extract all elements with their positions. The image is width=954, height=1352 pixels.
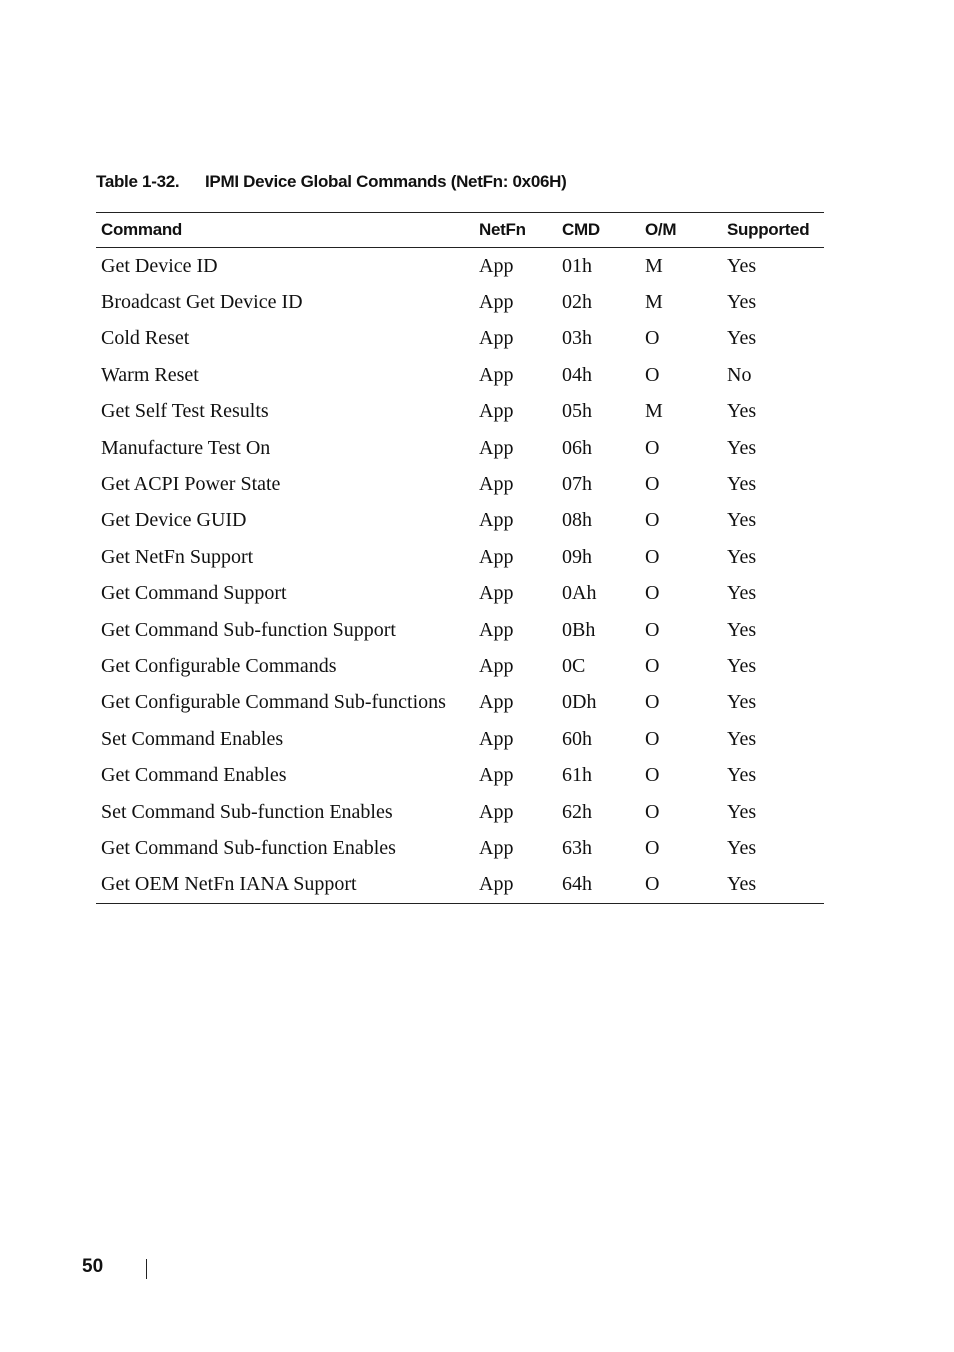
cell-om: M xyxy=(645,291,663,314)
cell-cmd: 07h xyxy=(562,473,592,496)
cell-om: M xyxy=(645,400,663,423)
cell-netfn: App xyxy=(479,654,514,677)
cell-command: Get Command Sub-function Enables xyxy=(101,836,396,859)
cell-cmd: 0Ah xyxy=(562,582,597,605)
cell-netfn: App xyxy=(479,363,514,386)
table-row xyxy=(96,503,824,539)
cell-cmd: 60h xyxy=(562,727,592,750)
cell-command: Set Command Sub-function Enables xyxy=(101,800,393,823)
cell-supported: Yes xyxy=(727,327,757,350)
table-caption xyxy=(96,172,566,192)
table-row xyxy=(96,539,824,575)
cell-om: M xyxy=(645,254,663,277)
cell-om: O xyxy=(645,327,660,350)
cell-cmd: 0Dh xyxy=(562,691,597,714)
page-number: 50 xyxy=(82,1256,104,1277)
cell-netfn: App xyxy=(479,836,514,859)
footer-divider xyxy=(146,1259,147,1279)
cell-netfn: App xyxy=(479,509,514,532)
cell-supported: Yes xyxy=(727,473,757,496)
table-row xyxy=(96,867,824,904)
cell-om: O xyxy=(645,654,660,677)
table-header-row xyxy=(96,213,824,248)
cell-command: Get ACPI Power State xyxy=(101,473,281,496)
cell-supported: Yes xyxy=(727,764,757,787)
cell-netfn: App xyxy=(479,545,514,568)
table-row xyxy=(96,685,824,721)
cell-cmd: 05h xyxy=(562,400,592,423)
table-row xyxy=(96,794,824,830)
cell-supported: Yes xyxy=(727,800,757,823)
cell-command: Get Command Enables xyxy=(101,764,287,787)
table-row xyxy=(96,648,824,684)
cell-command: Get Self Test Results xyxy=(101,400,269,423)
header-supported: Supported xyxy=(722,213,824,248)
table-row xyxy=(96,612,824,648)
cell-command: Get Configurable Commands xyxy=(101,654,337,677)
cell-command: Get OEM NetFn IANA Support xyxy=(96,867,474,904)
cell-om: O xyxy=(645,836,660,859)
cell-supported: Yes xyxy=(727,727,757,750)
cell-om: O xyxy=(645,582,660,605)
table-row xyxy=(96,394,824,430)
cell-command: Get Device GUID xyxy=(101,509,247,532)
cell-supported: Yes xyxy=(722,867,824,904)
header-netfn: NetFn xyxy=(474,213,557,248)
cell-om: O xyxy=(645,764,660,787)
cell-netfn: App xyxy=(479,691,514,714)
cell-netfn: App xyxy=(479,727,514,750)
cell-netfn: App xyxy=(479,291,514,314)
cell-supported: Yes xyxy=(727,654,757,677)
cell-cmd: 08h xyxy=(562,509,592,532)
cell-command: Get Command Sub-function Support xyxy=(101,618,396,641)
cell-cmd: 09h xyxy=(562,545,592,568)
table-row xyxy=(96,466,824,502)
table-row xyxy=(96,721,824,757)
ipmi-commands-table xyxy=(96,212,824,904)
cell-netfn: App xyxy=(479,473,514,496)
cell-cmd: 0Bh xyxy=(562,618,596,641)
cell-command: Get Device ID xyxy=(101,254,218,277)
cell-command: Cold Reset xyxy=(101,327,190,350)
cell-supported: No xyxy=(727,363,752,386)
cell-command: Manufacture Test On xyxy=(101,436,271,459)
cell-supported: Yes xyxy=(727,400,757,423)
cell-supported: Yes xyxy=(727,582,757,605)
table-row xyxy=(96,321,824,357)
cell-netfn: App xyxy=(479,582,514,605)
cell-om: O xyxy=(645,691,660,714)
table-row xyxy=(96,830,824,866)
cell-supported: Yes xyxy=(727,291,757,314)
cell-cmd: 64h xyxy=(557,867,640,904)
cell-command: Get Configurable Command Sub-functions xyxy=(101,691,446,714)
table-body xyxy=(96,248,824,904)
cell-cmd: 06h xyxy=(562,436,592,459)
cell-supported: Yes xyxy=(727,618,757,641)
cell-supported: Yes xyxy=(727,436,757,459)
cell-cmd: 01h xyxy=(562,254,592,277)
cell-om: O xyxy=(645,363,660,386)
cell-netfn: App xyxy=(479,400,514,423)
cell-netfn: App xyxy=(479,327,514,350)
cell-command: Get Command Support xyxy=(101,582,287,605)
table-row xyxy=(96,757,824,793)
cell-command: Set Command Enables xyxy=(101,727,284,750)
cell-netfn: App xyxy=(479,618,514,641)
cell-command: Warm Reset xyxy=(101,363,199,386)
cell-netfn: App xyxy=(479,436,514,459)
cell-cmd: 63h xyxy=(562,836,592,859)
cell-netfn: App xyxy=(474,867,557,904)
cell-netfn: App xyxy=(479,254,514,277)
cell-netfn: App xyxy=(479,800,514,823)
table-number: Table 1-32. xyxy=(96,172,180,191)
cell-om: O xyxy=(640,867,722,904)
cell-om: O xyxy=(645,436,660,459)
cell-command: Get NetFn Support xyxy=(101,545,254,568)
cell-cmd: 03h xyxy=(562,327,592,350)
cell-command: Broadcast Get Device ID xyxy=(101,291,303,314)
cell-cmd: 61h xyxy=(562,764,592,787)
cell-om: O xyxy=(645,509,660,532)
cell-cmd: 02h xyxy=(562,291,592,314)
cell-om: O xyxy=(645,800,660,823)
table-row xyxy=(96,284,824,320)
cell-cmd: 0C xyxy=(562,654,586,677)
table-row xyxy=(96,430,824,466)
cell-om: O xyxy=(645,618,660,641)
cell-supported: Yes xyxy=(727,836,757,859)
cell-supported: Yes xyxy=(727,254,757,277)
table-row xyxy=(96,576,824,612)
cell-om: O xyxy=(645,545,660,568)
cell-om: O xyxy=(645,727,660,750)
header-command: Command xyxy=(96,213,474,248)
cell-supported: Yes xyxy=(727,509,757,532)
header-cmd: CMD xyxy=(557,213,640,248)
header-om: O/M xyxy=(640,213,722,248)
cell-cmd: 04h xyxy=(562,363,592,386)
cell-om: O xyxy=(645,473,660,496)
cell-supported: Yes xyxy=(727,691,757,714)
table-row xyxy=(96,248,824,285)
table-row xyxy=(96,357,824,393)
cell-netfn: App xyxy=(479,764,514,787)
cell-supported: Yes xyxy=(727,545,757,568)
table-title: IPMI Device Global Commands (NetFn: 0x06H) xyxy=(205,172,567,191)
cell-cmd: 62h xyxy=(562,800,592,823)
